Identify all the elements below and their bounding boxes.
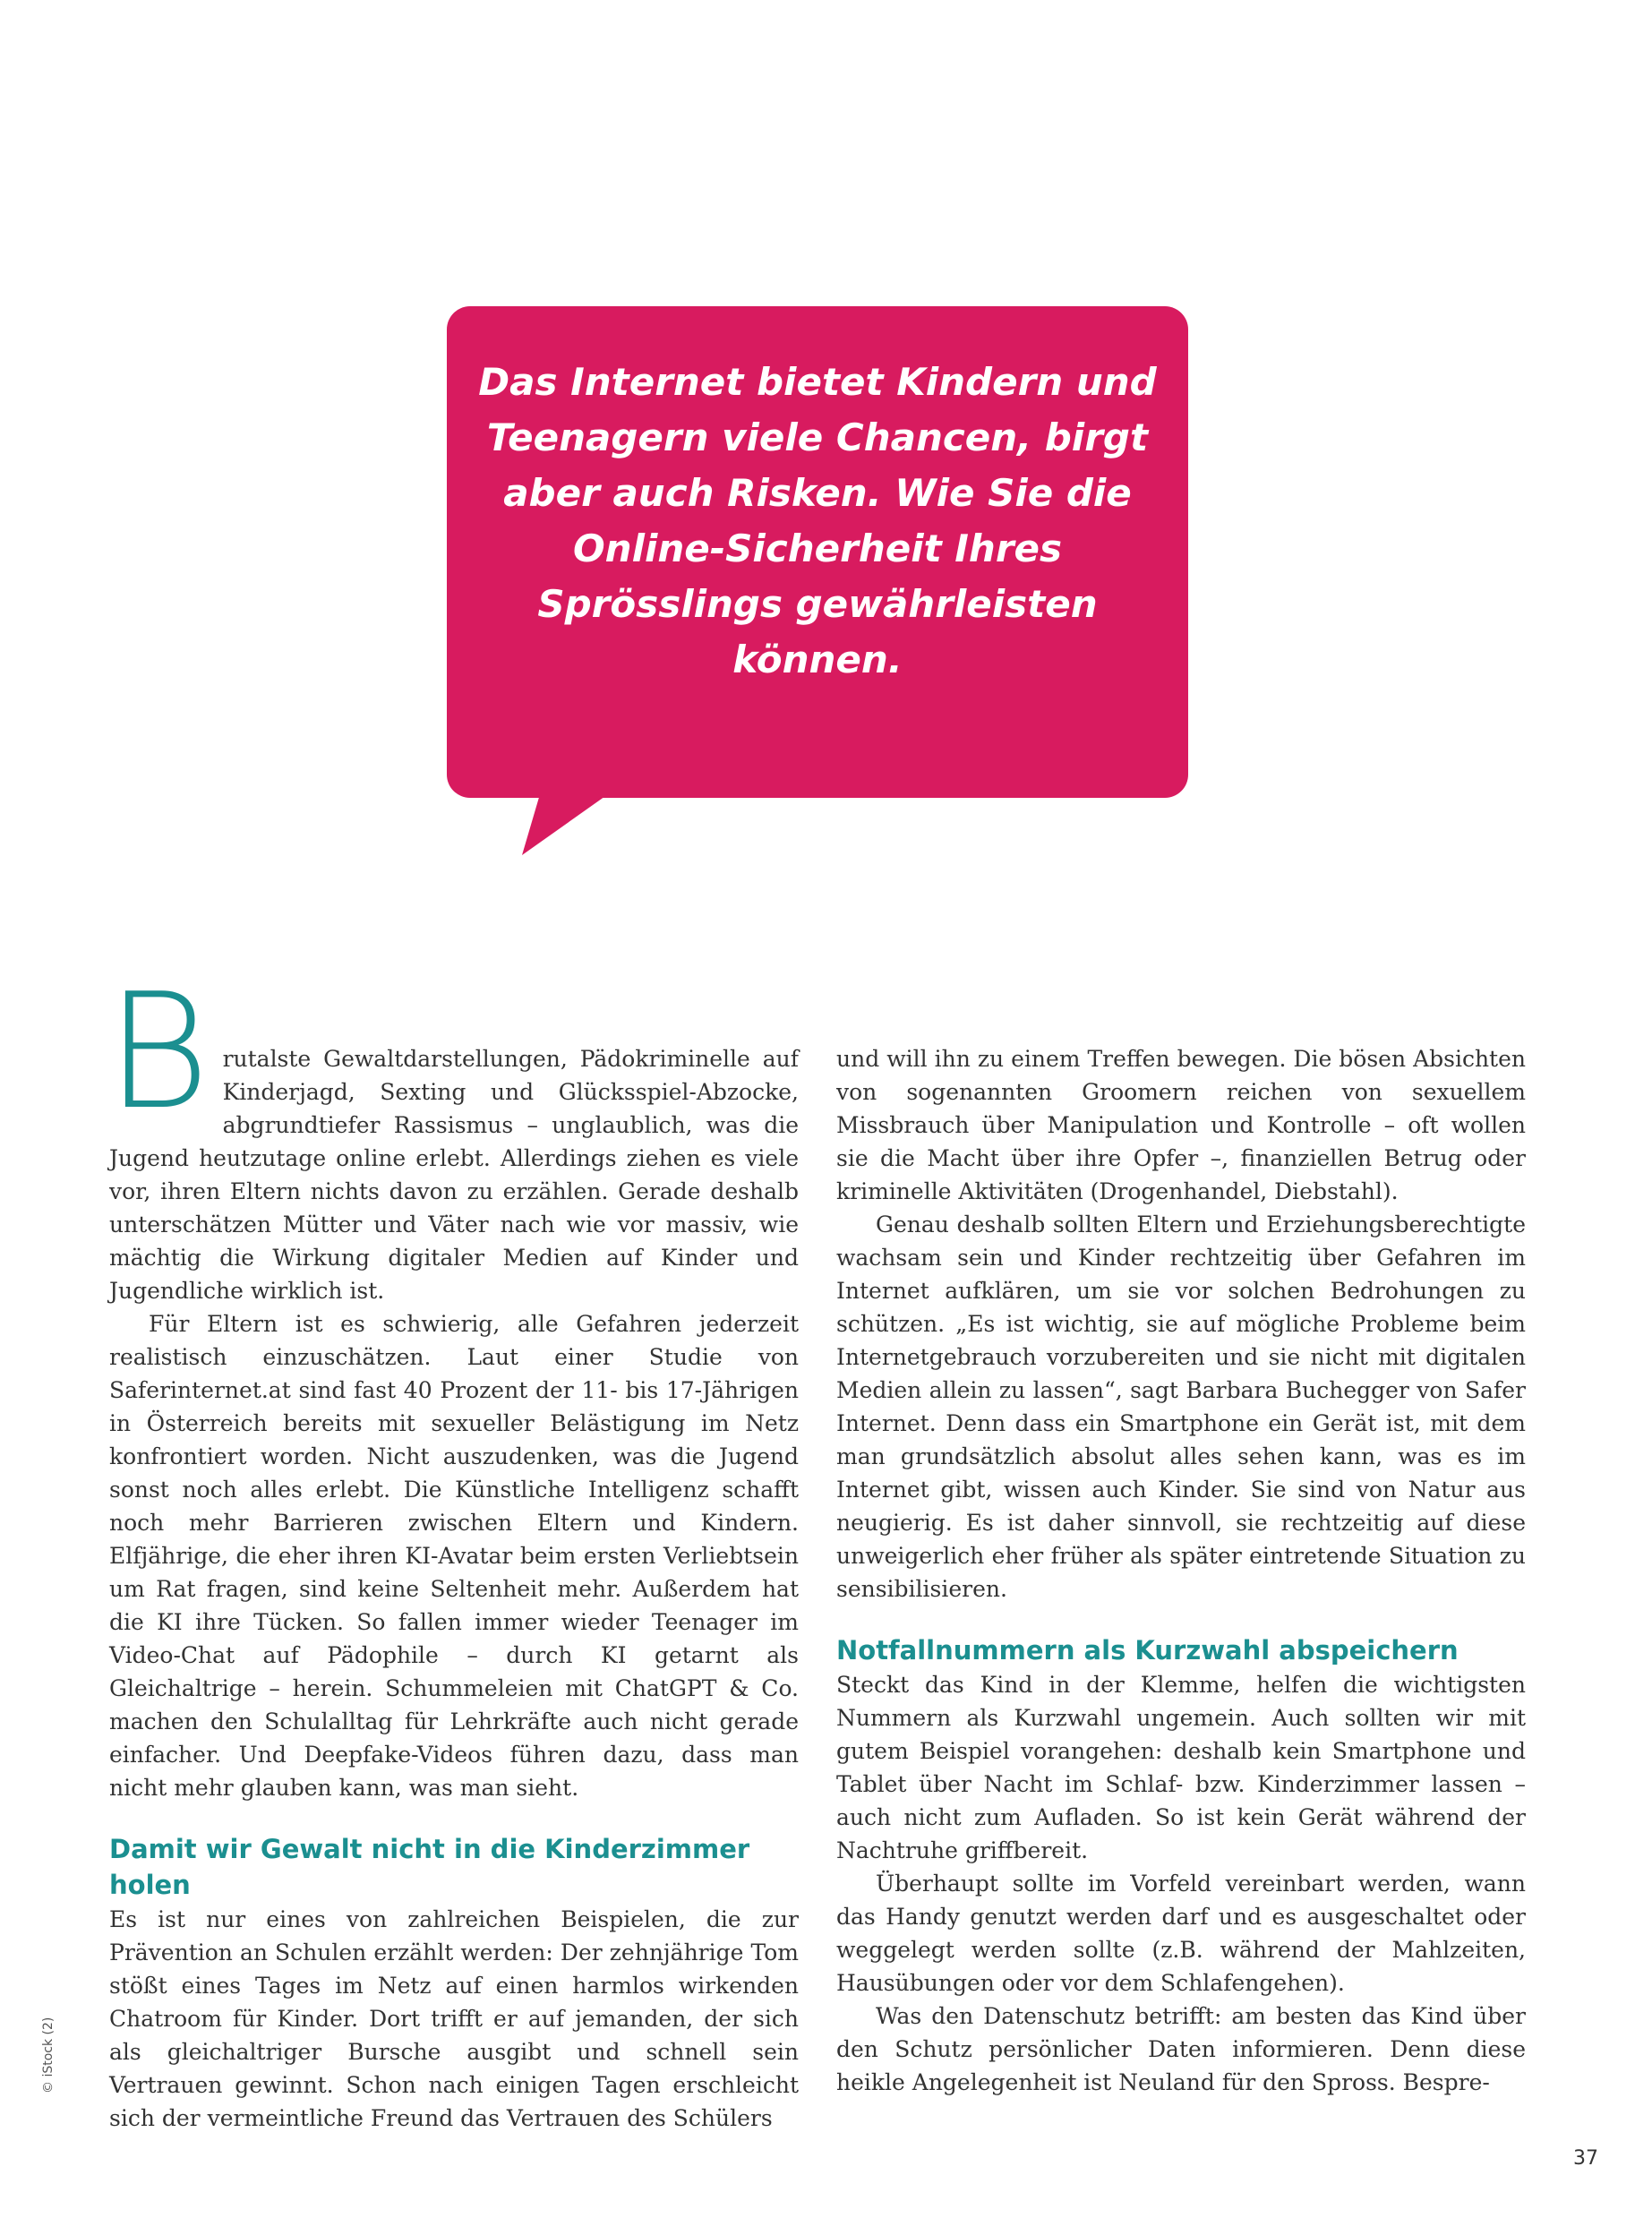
- article-paragraph-continued: und will ihn zu einem Treffen bewegen. Die bösen Absichten von sogenannten Groomern reichen von sexuellem Missbrauch über Manipulation und Kontrolle – oft wollen sie die Macht über ihre Opfer –, finanziellen Betrug oder kriminelle Aktivitäten (Drogenhandel, Diebstahl).: [836, 1046, 1526, 1204]
- article-paragraph: Es ist nur eines von zahlreichen Beispielen, die zur Prävention an Schulen erzählt werden: Der zehnjährige Tom stößt eines Tages im Netz auf einen harmlos wirkenden Chatroom für Kinder. Dort trifft er auf jemanden, der sich als gleichaltriger Bursche ausgibt und schnell sein Vertrauen gewinnt. Schon nach einigen Tagen erschleicht sich der vermeintliche Freund das Vertrauen des Schülers: [109, 1906, 799, 2131]
- photo-credit: © iStock (2): [41, 2017, 56, 2094]
- article-paragraph: Steckt das Kind in der Klemme, helfen die wichtigsten Nummern als Kurzwahl ungemein. Auch sollten wir mit gutem Beispiel vorangehen: deshalb kein Smartphone und Tablet über Nacht im Schlaf- bzw. Kinderzimmer lassen – auch nicht zum Aufladen. So ist kein Gerät während der Nachtruhe griffbereit.: [836, 1672, 1526, 1863]
- callout-bubble: [447, 306, 1188, 798]
- page-number: 37: [1573, 2147, 1598, 2170]
- article-paragraph-intro: rutalste Gewaltdarstellungen, Pädokriminelle auf Kinderjagd, Sexting und Glücksspiel-Abzocke, abgrundtiefer Rassismus – unglaublich, was die Jugend heutzutage online erlebt. Allerdings ziehen es viele vor, ihren Eltern nichts davon zu erzählen. Gerade deshalb unterschätzen Mütter und Väter nach wie vor massiv, wie mächtig die Wirkung digitaler Medien auf Kinder und Jugendliche wirklich ist.: [109, 1046, 799, 1304]
- section-heading: Notfallnummern als Kurzwahl abspeichern: [836, 1635, 1459, 1666]
- article-paragraph: Was den Datenschutz betrifft: am besten das Kind über den Schutz persönlicher Daten informieren. Denn diese heikle Angelegenheit ist Neuland für den Spross. Bespre-: [836, 2003, 1526, 2095]
- article-column-right: [836, 1042, 1526, 2099]
- article-paragraph: Für Eltern ist es schwierig, alle Gefahren jederzeit realistisch einzuschätzen. Laut einer Studie von Saferinternet.at sind fast 40 Prozent der 11- bis 17-Jährigen in Österreich bereits mit sexueller Belästigung im Netz konfrontiert worden. Nicht auszudenken, was die Jugend sonst noch alles erlebt. Die Künstliche Intelligenz schafft noch mehr Barrieren zwischen Eltern und Kindern. Elfjährige, die eher ihren KI-Avatar beim ersten Verliebtsein um Rat fragen, sind keine Seltenheit mehr. Außerdem hat die KI ihre Tücken. So fallen immer wieder Teenager im Video-Chat auf Pädophile – durch KI getarnt als Gleichaltrige – herein. Schummeleien mit ChatGPT & Co. machen den Schulalltag für Lehrkräfte auch nicht gerade einfacher. Und Deepfake-Videos führen dazu, dass man nicht mehr glauben kann, was man sieht.: [109, 1311, 799, 1801]
- callout-bubble-tail: [522, 794, 608, 857]
- article-paragraph: Überhaupt sollte im Vorfeld vereinbart werden, wann das Handy genutzt werden darf und es ausgeschaltet oder weggelegt werden sollte (z.B. während der Mahlzeiten, Hausübungen oder vor dem Schlafengehen).: [836, 1871, 1526, 1996]
- article-column-left: [106, 959, 799, 2135]
- section-heading: Damit wir Gewalt nicht in die Kinderzimmer holen: [109, 1834, 750, 1900]
- article-paragraph: Genau deshalb sollten Eltern und Erziehungsberechtigte wachsam sein und Kinder rechtzeitig über Gefahren im Internet aufklären, um sie vor solchen Bedrohungen zu schützen. „Es ist wichtig, sie auf mögliche Probleme beim Internetgebrauch vorzubereiten und sie nicht mit digitalen Medien allein zu lassen“, sagt Barbara Buchegger von Safer Internet. Denn dass ein Smartphone ein Gerät ist, mit dem man grundsätzlich absolut alles sehen kann, was es im Internet gibt, wissen auch Kinder. Sie sind von Natur aus neugierig. Es ist daher sinnvoll, sie rechtzeitig auf diese unweigerlich eher früher als später eintretende Situation zu sensibilisieren.: [836, 1212, 1526, 1602]
- callout-text: Das Internet bietet Kindern und Teenagern viele Chancen, birgt aber auch Risken. Wie Sie die Online-Sicherheit Ihres Sprösslings gewährleisten können.: [478, 359, 1157, 681]
- dropcap-letter: B: [106, 959, 210, 1144]
